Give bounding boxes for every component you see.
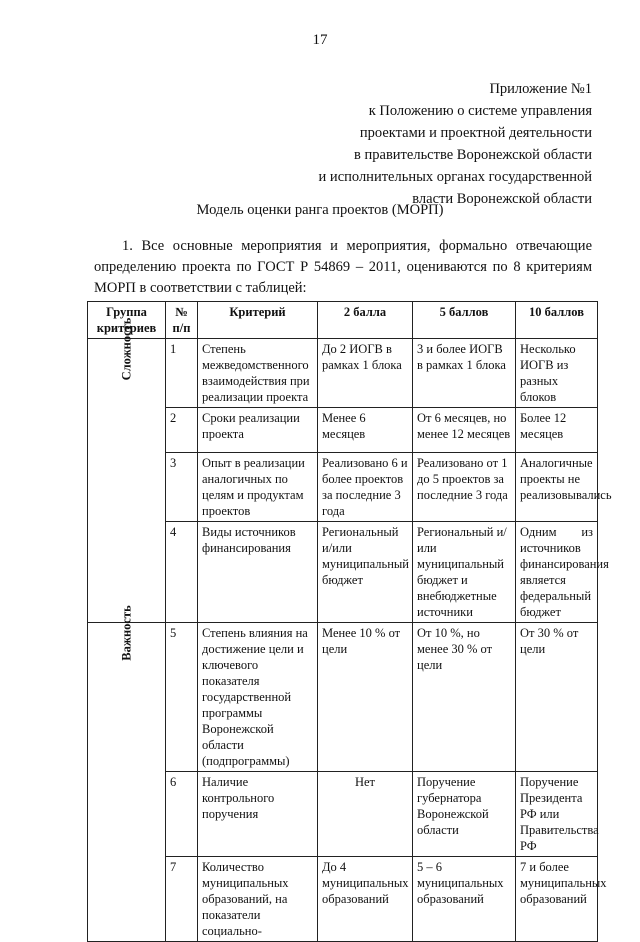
points-5-cell: 5 – 6 муниципальных образований bbox=[413, 857, 516, 942]
intro-paragraph: 1. Все основные мероприятия и мероприятия, формально отвечающие определению проекта по ГОСТ Р 54869 – 2011, оцениваются по 8 критериям МОРП в соответствии с таблицей: bbox=[94, 238, 592, 296]
row-number: 5 bbox=[166, 623, 198, 772]
points-10-cell: Поручение Президента РФ или Правительства РФ bbox=[516, 772, 598, 857]
points-5-cell: От 6 месяцев, но менее 12 месяцев bbox=[413, 408, 516, 453]
points-10-cell: Более 12 месяцев bbox=[516, 408, 598, 453]
row-number: 7 bbox=[166, 857, 198, 942]
row-number: 6 bbox=[166, 772, 198, 857]
points-10-cell: 7 и более муниципальных образований bbox=[516, 857, 598, 942]
points-5-cell: Региональный и/или муниципальный бюджет и внебюджетные источники bbox=[413, 522, 516, 623]
criteria-table bbox=[87, 301, 612, 942]
points-10-cell: От 30 % от цели bbox=[516, 623, 598, 772]
header-10-points: 10 баллов bbox=[516, 302, 598, 339]
appendix-line: и исполнительных органах государственной bbox=[318, 169, 592, 185]
points-2-cell: Менее 6 месяцев bbox=[318, 408, 413, 453]
group-cell-importance bbox=[88, 605, 166, 942]
criterion-cell: Количество муниципальных образований, на показатели социально- bbox=[198, 857, 318, 942]
group-label: Сложность bbox=[119, 317, 134, 381]
criterion-cell: Степень межведомственного взаимодействия при реализации проекта bbox=[198, 339, 318, 408]
criterion-cell: Наличие контрольного поручения bbox=[198, 772, 318, 857]
points-2-cell: Менее 10 % от цели bbox=[318, 623, 413, 772]
points-2-cell: До 2 ИОГВ в рамках 1 блока bbox=[318, 339, 413, 408]
appendix-line: в правительстве Воронежской области bbox=[354, 147, 592, 163]
criterion-cell: Виды источников финансирования bbox=[198, 522, 318, 623]
points-5-cell: Поручение губернатора Воронежской области bbox=[413, 772, 516, 857]
appendix-line: проектами и проектной деятельности bbox=[359, 125, 592, 141]
header-group: Группа критериев bbox=[88, 302, 166, 339]
points-2-cell: Региональный и/или муниципальный бюджет bbox=[318, 522, 413, 623]
points-5-cell: От 10 %, но менее 30 % от цели bbox=[413, 623, 516, 772]
row-number: 4 bbox=[166, 522, 198, 623]
criterion-cell: Степень влияния на достижение цели и ключевого показателя государственной программы Воронежской области (подпрограммы) bbox=[198, 623, 318, 772]
points-5-cell: 3 и более ИОГВ в рамках 1 блока bbox=[413, 339, 516, 408]
points-10-cell: Несколько ИОГВ из разных блоков bbox=[516, 339, 598, 408]
header-num: № п/п bbox=[166, 302, 198, 339]
header-criterion: Критерий bbox=[198, 302, 318, 339]
appendix-line: власти Воронежской области bbox=[412, 191, 592, 207]
points-5-cell: Реализовано от 1 до 5 проектов за последние 3 года bbox=[413, 453, 516, 522]
document-title: Модель оценки ранга проектов (МОРП) bbox=[196, 202, 444, 218]
table-row bbox=[88, 339, 598, 408]
points-2-cell: Нет bbox=[318, 772, 413, 857]
criterion-cell: Опыт в реализации аналогичных по целям и продуктам проектов bbox=[198, 453, 318, 522]
row-number: 3 bbox=[166, 453, 198, 522]
appendix-header bbox=[292, 78, 592, 210]
appendix-line: к Положению о системе управления bbox=[368, 103, 592, 119]
page-number: 17 bbox=[312, 32, 328, 48]
appendix-line: Приложение №1 bbox=[489, 81, 592, 97]
header-2-points: 2 балла bbox=[318, 302, 413, 339]
criterion-cell: Сроки реализации проекта bbox=[198, 408, 318, 453]
points-2-cell: Реализовано 6 и более проектов за последние 3 года bbox=[318, 453, 413, 522]
row-number: 2 bbox=[166, 408, 198, 453]
points-10-cell: Аналогичные проекты не реализовывались bbox=[516, 453, 598, 522]
row-number: 1 bbox=[166, 339, 198, 408]
points-10-cell: Одним из источников финансирования является федеральный бюджет bbox=[516, 522, 598, 623]
points-2-cell: До 4 муниципальных образований bbox=[318, 857, 413, 942]
header-5-points: 5 баллов bbox=[413, 302, 516, 339]
table-row bbox=[88, 623, 598, 772]
group-label: Важность bbox=[119, 605, 134, 661]
table-header-row bbox=[88, 302, 598, 339]
